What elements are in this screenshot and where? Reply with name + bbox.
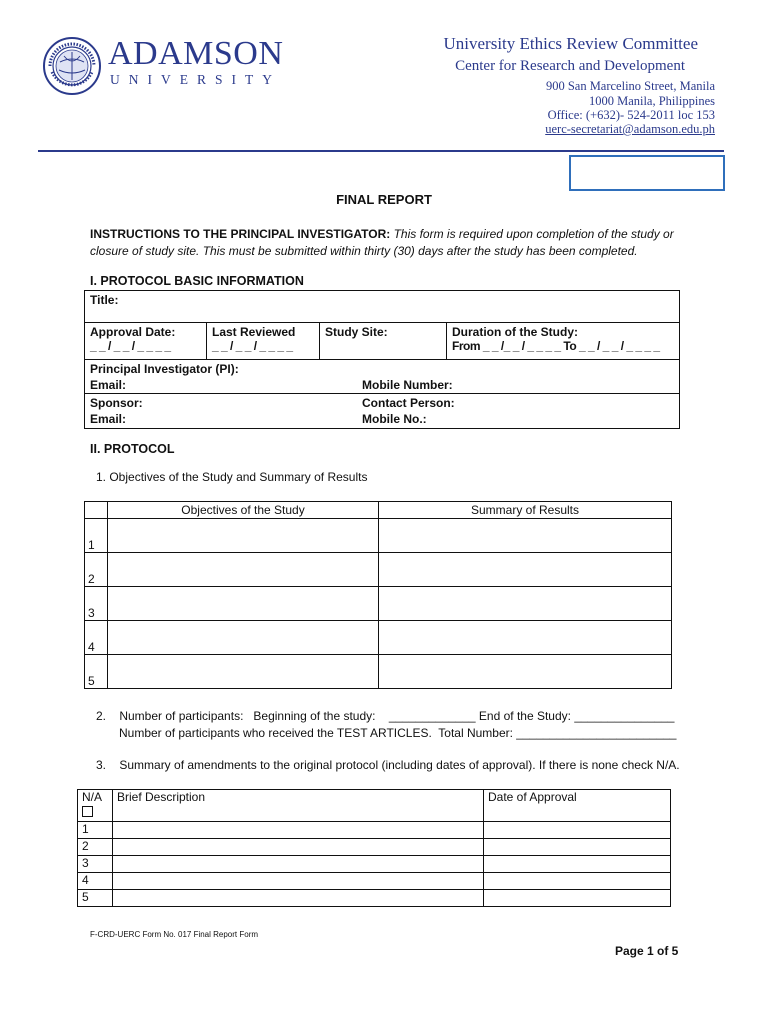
committee-name: University Ethics Review Committee [443,34,698,53]
row-number: 3 [78,856,113,873]
objective-cell[interactable] [108,621,379,655]
pi-mobile-label: Mobile Number: [362,378,453,392]
pi-row[interactable] [85,360,679,394]
address-line-1: 900 San Marcelino Street, Manila [545,79,715,93]
table-row [78,839,671,856]
row-number: 4 [78,873,113,890]
objectives-header: Objectives of the Study [108,502,379,519]
objective-cell[interactable] [108,553,379,587]
last-reviewed-label: Last Reviewed [212,325,296,339]
description-cell[interactable] [113,873,484,890]
row-number: 5 [85,655,108,689]
row-number-header [85,502,108,519]
section-1-heading: I. PROTOCOL BASIC INFORMATION [90,274,304,288]
instructions-label: INSTRUCTIONS TO THE PRINCIPAL INVESTIGATOR: [90,227,391,241]
header-divider [38,150,724,152]
duration-blank: From _ _ /_ _ / _ _ _ _ To _ _ / _ _ / _ _ _ _ [452,339,660,353]
description-cell[interactable] [113,839,484,856]
table-row [78,873,671,890]
item-2-test-articles: Number of participants who received the TEST ARTICLES. Total Number: ________________________ [119,726,677,740]
address-line-2: 1000 Manila, Philippines [588,94,715,108]
pi-email-label: Email: [90,378,127,392]
item-2-participants: 2. Number of participants: Beginning of the study: _____________ End of the Study: _______________ [96,709,675,723]
brand-name: ADAMSON [108,35,284,72]
description-cell[interactable] [113,822,484,839]
last-reviewed-field[interactable] [207,323,320,359]
table-row [85,553,672,587]
sponsor-mobile-label: Mobile No.: [362,412,427,426]
table-row [78,856,671,873]
approval-date-blank: _ _ / _ _ / _ _ _ _ [90,339,171,353]
university-seal-logo [42,36,102,96]
table-row [85,587,672,621]
table-row [78,822,671,839]
row-number: 4 [85,621,108,655]
row-number: 2 [85,553,108,587]
form-code-footer: F-CRD-UERC Form No. 017 Final Report Form [90,930,259,939]
table-row [85,655,672,689]
description-cell[interactable] [113,856,484,873]
title-label: Title: [90,293,119,307]
document-title: FINAL REPORT [336,192,432,207]
objective-cell[interactable] [108,655,379,689]
contact-email-link[interactable]: uerc-secretariat@adamson.edu.ph [545,122,715,136]
na-header [78,790,113,822]
table-row [85,621,672,655]
page-number: Page 1 of 5 [615,944,679,958]
approval-date-cell[interactable] [484,890,671,907]
row-number: 5 [78,890,113,907]
result-cell[interactable] [379,553,672,587]
description-cell[interactable] [113,890,484,907]
na-checkbox[interactable] [82,806,93,817]
office-phone: Office: (+632)- 524-2011 loc 153 [547,108,715,122]
duration-label: Duration of the Study: [452,325,578,339]
results-header: Summary of Results [379,502,672,519]
row-number: 1 [85,519,108,553]
approval-date-cell[interactable] [484,839,671,856]
row-number: 2 [78,839,113,856]
protocol-info-table [84,290,680,429]
row-number: 1 [78,822,113,839]
brief-description-header: Brief Description [113,790,484,822]
table-row [85,519,672,553]
pi-label: Principal Investigator (PI): [90,362,239,376]
contact-person-label: Contact Person: [362,396,455,410]
table-row [78,890,671,907]
result-cell[interactable] [379,519,672,553]
objectives-table [84,501,672,689]
center-name: Center for Research and Development [455,58,685,74]
approval-date-cell[interactable] [484,856,671,873]
sponsor-row[interactable] [85,394,679,428]
approval-date-cell[interactable] [484,822,671,839]
amendments-table [77,789,671,907]
brand-subtitle: UNIVERSITY [110,72,281,87]
title-field[interactable] [85,291,679,323]
na-label: N/A [82,790,103,804]
sponsor-email-label: Email: [90,412,127,426]
row-number: 3 [85,587,108,621]
result-cell[interactable] [379,621,672,655]
instructions [90,226,680,260]
item-1-label: 1. Objectives of the Study and Summary of Results [96,470,368,484]
approval-date-cell[interactable] [484,873,671,890]
item-3-amendments: 3. Summary of amendments to the original protocol (including dates of approval). If there is none check N/A. [96,758,680,772]
instructions-text: This form is required upon completion of the study or closure of study site. This must be submitted within thirty (30) days after the study has been completed. [90,227,674,258]
section-2-heading: II. PROTOCOL [90,442,175,456]
last-reviewed-blank: _ _ / _ _ / _ _ _ _ [212,339,293,353]
study-site-field[interactable] [320,323,447,359]
dates-row [85,323,679,360]
duration-field[interactable] [447,323,679,359]
study-site-label: Study Site: [325,325,388,339]
result-cell[interactable] [379,587,672,621]
objective-cell[interactable] [108,519,379,553]
objective-cell[interactable] [108,587,379,621]
result-cell[interactable] [379,655,672,689]
approval-date-label: Approval Date: [90,325,176,339]
approval-date-field[interactable] [85,323,207,359]
form-code-box[interactable] [569,155,725,191]
sponsor-label: Sponsor: [90,396,143,410]
date-of-approval-header: Date of Approval [484,790,671,822]
